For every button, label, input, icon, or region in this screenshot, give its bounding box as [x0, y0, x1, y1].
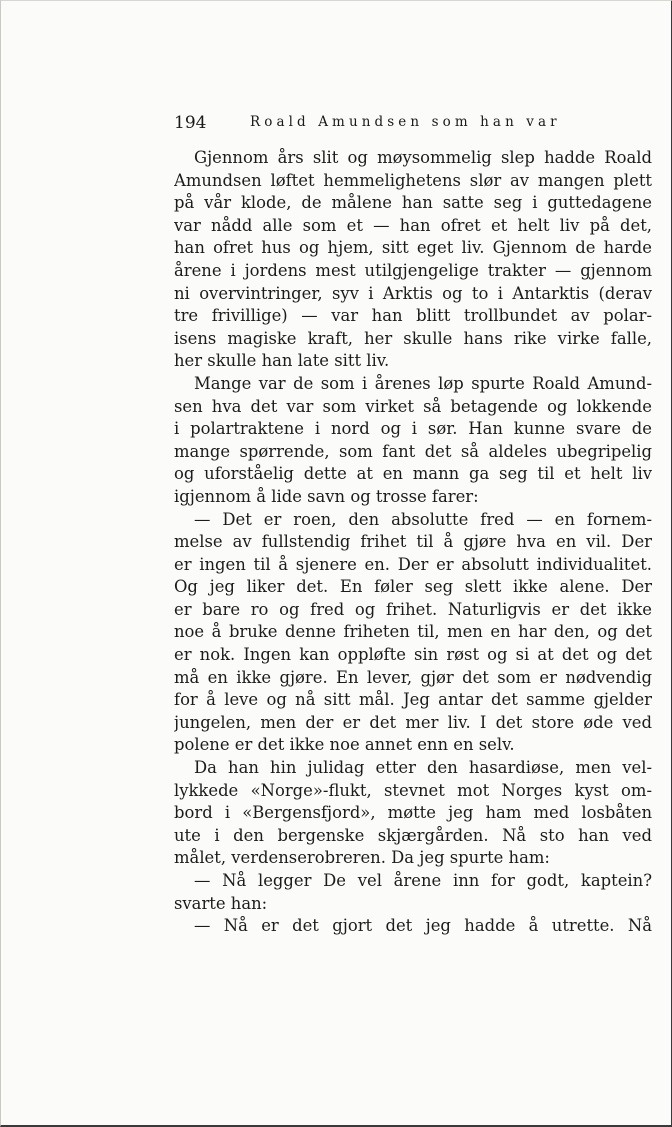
text-line: mange spørrende, som fant det så aldeles ubegripelig	[174, 441, 652, 461]
text-line: melse av fullstendig frihet til å gjøre hva en vil. Der	[174, 532, 652, 552]
body-text	[174, 147, 652, 938]
text-line: Og jeg liker det. En føler seg slett ikke alene. Der	[174, 577, 652, 597]
text-line: årene i jordens mest utilgjengelige trakter — gjennom	[174, 260, 652, 280]
text-line: han ofret hus og hjem, sitt eget liv. Gjennom de harde	[174, 238, 652, 258]
text-line: er nok. Ingen kan oppløfte sin røst og si at det og det	[174, 645, 652, 665]
text-line: lykkede «Norge»-flukt, stevnet mot Norges kyst om-	[174, 780, 652, 800]
text-line: Amundsen løftet hemmelighetens slør av mangen plett	[174, 170, 652, 190]
text-line: for å leve og nå sitt mål. Jeg antar det samme gjelder	[174, 690, 652, 710]
text-line: og uforståelig dette at en mann ga seg til et helt liv	[174, 464, 652, 484]
text-line: i polartraktene i nord og i sør. Han kunne svare de	[174, 419, 652, 439]
text-line: Mange var de som i årenes løp spurte Roald Amund-	[194, 373, 652, 393]
text-line: tre frivillige) — var han blitt trollbundet av polar-	[174, 306, 652, 326]
text-line: polene er det ikke noe annet enn en selv.	[174, 735, 515, 755]
text-line: her skulle han late sitt liv.	[174, 351, 390, 371]
text-line: svarte han:	[174, 893, 268, 913]
text-line: ute i den bergenske skjærgården. Nå sto han ved	[174, 825, 652, 845]
text-line: sen hva det var som virket så betagende og lokkende	[174, 396, 652, 416]
text-line: ni overvintringer, syv i Arktis og to i Antarktis (derav	[174, 283, 652, 303]
text-line: på vår klode, de målene han satte seg i guttedagene	[174, 193, 652, 213]
text-line: må en ikke gjøre. En lever, gjør det som er nødvendig	[174, 667, 652, 687]
text-line: er ingen til å sjenere en. Der er absolutt individualitet.	[174, 554, 652, 574]
text-line: isens magiske kraft, her skulle hans rike virke falle,	[174, 328, 652, 348]
text-line: Gjennom års slit og møysommelig slep hadde Roald	[194, 148, 652, 167]
running-head: Roald Amundsen som han var	[250, 114, 561, 130]
text-line: — Nå legger De vel årene inn for godt, kaptein?	[194, 871, 652, 890]
text-line: var nådd alle som et — han ofret et helt liv på det,	[174, 215, 652, 235]
text-line: målet, verdenserobreren. Da jeg spurte ham:	[174, 848, 550, 868]
text-line: — Det er roen, den absolutte fred — en fornem-	[194, 509, 652, 529]
text-line: igjennom å lide savn og trosse farer:	[174, 486, 479, 506]
text-line: noe å bruke denne friheten til, men en har den, og det	[174, 622, 652, 642]
text-line: jungelen, men der er det mer liv. I det store øde ved	[174, 712, 652, 732]
text-line: er bare ro og fred og frihet. Naturligvis er det ikke	[174, 599, 652, 619]
text-line: — Nå er det gjort det jeg hadde å utrette. Nå	[194, 916, 652, 936]
text-line: Da han hin julidag etter den hasardiøse, men vel-	[194, 758, 652, 778]
page-number: 194	[174, 113, 207, 133]
text-line: bord i «Bergensfjord», møtte jeg ham med losbåten	[174, 803, 652, 823]
page-header	[174, 109, 652, 139]
